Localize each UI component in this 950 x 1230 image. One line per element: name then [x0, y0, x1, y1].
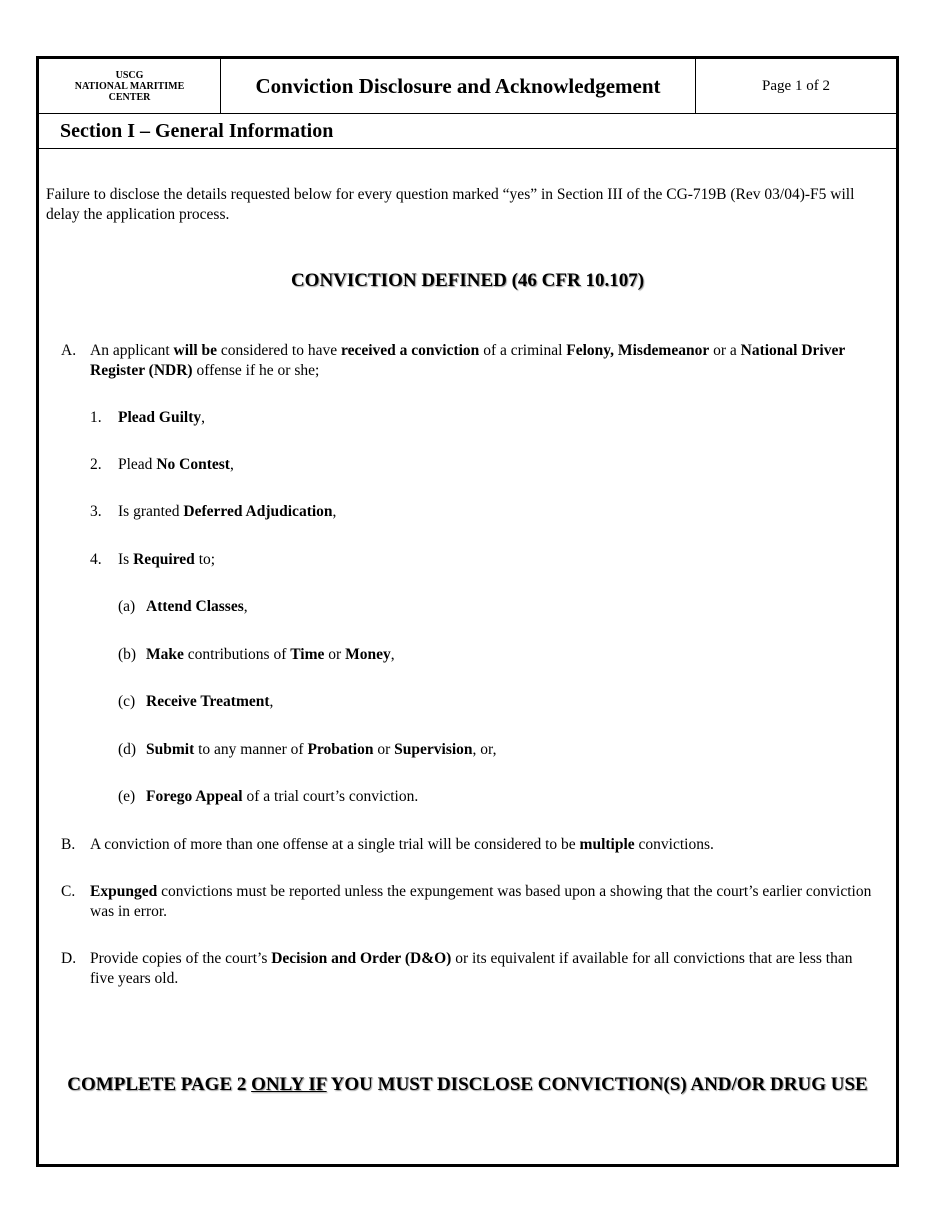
item-text: Submit to any manner of Probation or Supervision, or,	[146, 741, 497, 758]
item-text: Attend Classes,	[146, 598, 248, 615]
item-marker: 3.	[90, 503, 102, 520]
item-marker: (b)	[118, 646, 137, 663]
item-text: A conviction of more than one offense at a single trial will be considered to be multiple convictions.	[90, 836, 714, 853]
item-4	[90, 550, 876, 570]
item-text: An applicant will be considered to have received a conviction of a criminal Felony, Misdemeanor or a National Driver Register (NDR) offense if he or she;	[90, 342, 845, 379]
item-marker: (c)	[118, 693, 136, 710]
page-2-instruction: COMPLETE PAGE 2 ONLY IF YOU MUST DISCLOSE CONVICTION(S) AND/OR DRUG USE	[67, 1074, 868, 1095]
item-d	[61, 949, 876, 989]
item-4a	[118, 597, 876, 617]
item-c	[61, 882, 876, 922]
item-text: Expunged convictions must be reported unless the expungement was based upon a showing that the court’s earlier conviction was in error.	[90, 883, 872, 920]
agency-line-3: CENTER	[108, 91, 151, 103]
item-marker: (d)	[118, 741, 137, 758]
item-marker: (e)	[118, 788, 136, 805]
intro-paragraph: Failure to disclose the details requested below for every question marked “yes” in Section III of the CG-719B (Rev 03/04)-F5 will delay the application process.	[46, 186, 855, 223]
item-4e	[118, 787, 876, 807]
item-text: Forego Appeal of a trial court’s conviction.	[146, 788, 419, 805]
page-number: Page 1 of 2	[762, 77, 830, 94]
form-header	[39, 59, 896, 114]
item-a	[61, 341, 876, 381]
item-marker: 1.	[90, 409, 102, 426]
item-marker: 2.	[90, 456, 102, 473]
form-frame	[36, 56, 899, 1167]
item-1	[90, 408, 876, 428]
item-4c	[118, 692, 876, 712]
agency-label	[39, 59, 221, 113]
item-2	[90, 455, 876, 475]
item-4d	[118, 740, 876, 760]
item-text: Plead Guilty,	[118, 409, 205, 426]
item-marker: A.	[61, 342, 77, 359]
item-text: Is Required to;	[118, 551, 216, 568]
item-text: Provide copies of the court’s Decision and Order (D&O) or its equivalent if available for all convictions that are less than five years old.	[90, 950, 853, 987]
item-marker: D.	[61, 950, 77, 967]
item-marker: C.	[61, 883, 76, 900]
item-4b	[118, 645, 876, 665]
only-if-emphasis: ONLY IF	[251, 1074, 327, 1095]
item-marker: (a)	[118, 598, 136, 615]
item-marker: 4.	[90, 551, 102, 568]
form-content	[39, 149, 896, 1164]
item-b	[61, 835, 876, 855]
form-title: Conviction Disclosure and Acknowledgement	[221, 59, 696, 113]
item-3	[90, 502, 876, 522]
item-text: Plead No Contest,	[118, 456, 234, 473]
conviction-defined-heading: CONVICTION DEFINED (46 CFR 10.107)	[290, 270, 645, 291]
item-marker: B.	[61, 836, 76, 853]
item-text: Make contributions of Time or Money,	[146, 646, 395, 663]
section-title: Section I – General Information	[39, 114, 896, 149]
agency-line-1: USCG	[115, 69, 144, 81]
item-text: Is granted Deferred Adjudication,	[118, 503, 337, 520]
item-text: Receive Treatment,	[146, 693, 274, 710]
agency-line-2: NATIONAL MARITIME	[74, 80, 185, 92]
